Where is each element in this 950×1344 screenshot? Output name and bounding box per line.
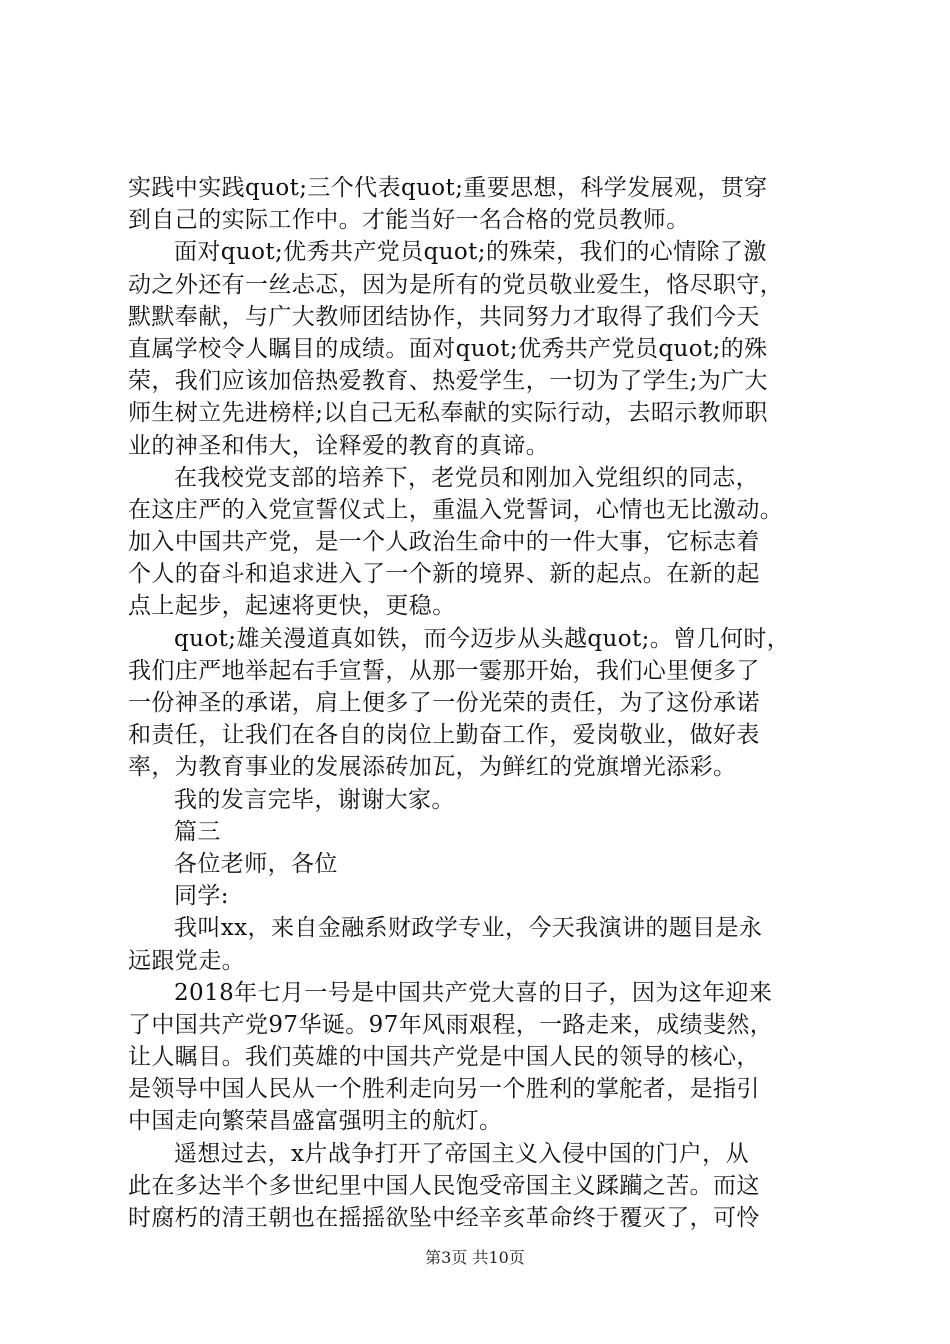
text-line: 个人的奋斗和追求进入了一个新的境界、新的起点。在新的起 [128,561,760,588]
paragraph-start: 我的发言完毕，谢谢大家。 [174,786,455,813]
text-line: 了中国共产党97华诞。97年风雨艰程，一路走来，成绩斐然， [128,1011,774,1038]
salutation: 同学: [174,883,229,910]
text-line: 到自己的实际工作中。才能当好一名合格的党员教师。 [128,207,690,234]
text-line: 实践中实践quot;三个代表quot;重要思想，科学发展观，贯穿 [128,175,768,201]
salutation: 各位老师，各位 [174,850,338,877]
text-line: 我们庄严地举起右手宣誓，从那一霎那开始，我们心里便多了 [128,657,760,684]
text-line: 远跟党走。 [128,947,245,974]
text-line: 荣，我们应该加倍热爱教育、热爱学生，一切为了学生;为广大 [128,368,768,395]
text-line: 中国走向繁荣昌盛富强明主的航灯。 [128,1108,503,1135]
text-line: 点上起步，起速将更快，更稳。 [128,593,456,620]
text-line: 默默奉献，与广大教师团结协作，共同努力才取得了我们今天 [128,303,760,330]
text-line: 直属学校令人瞩目的成绩。面对quot;优秀共产党员quot;的殊 [128,335,768,362]
paragraph-start: 在我校党支部的培养下，老党员和刚加入党组织的同志， [174,464,759,491]
text-line: 此在多达半个多世纪里中国人民饱受帝国主义蹂躏之苦。而这 [128,1172,760,1199]
text-line: 率，为教育事业的发展添砖加瓦，为鲜红的党旗增光添彩。 [128,754,737,781]
text-line: 加入中国共产党，是一个人政治生命中的一件大事，它标志着 [128,529,760,556]
section-heading: 篇三 [174,818,221,845]
text-line: 和责任，让我们在各自的岗位上勤奋工作，爱岗敬业，做好表 [128,722,760,749]
paragraph-start: 2018年七月一号是中国共产党大喜的日子，因为这年迎来 [174,979,773,1006]
paragraph-start: 面对quot;优秀共产党员quot;的殊荣，我们的心情除了激 [174,239,767,266]
paragraph-start: 遥想过去，x片战争打开了帝国主义入侵中国的门户，从 [174,1140,749,1167]
text-line: 时腐朽的清王朝也在摇摇欲坠中经辛亥革命终于覆灭了，可怜 [128,1205,760,1231]
paragraph-start: quot;雄关漫道真如铁，而今迈步从头越quot;。曾几何时， [174,625,791,652]
text-line: 一份神圣的承诺，肩上便多了一份光荣的责任，为了这份承诺 [128,690,760,716]
text-line: 让人瞩目。我们英雄的中国共产党是中国人民的领导的核心， [128,1044,760,1071]
text-line: 动之外还有一丝忐忑，因为是所有的党员敬业爱生，恪尽职守， [128,271,784,298]
text-line: 是领导中国人民从一个胜利走向另一个胜利的掌舵者，是指引 [128,1076,760,1103]
text-line: 在这庄严的入党宣誓仪式上，重温入党誓词，心情也无比激动。 [128,496,784,523]
text-line: 师生树立先进榜样;以自己无私奉献的实际行动，去昭示教师职 [128,400,768,427]
paragraph-start: 我叫xx，来自金融系财政学专业，今天我演讲的题目是永 [174,915,763,942]
text-line: 业的神圣和伟大，诠释爱的教育的真谛。 [128,432,550,459]
page-number-footer: 第3页 共10页 [425,1248,525,1267]
document-body [128,172,828,1234]
